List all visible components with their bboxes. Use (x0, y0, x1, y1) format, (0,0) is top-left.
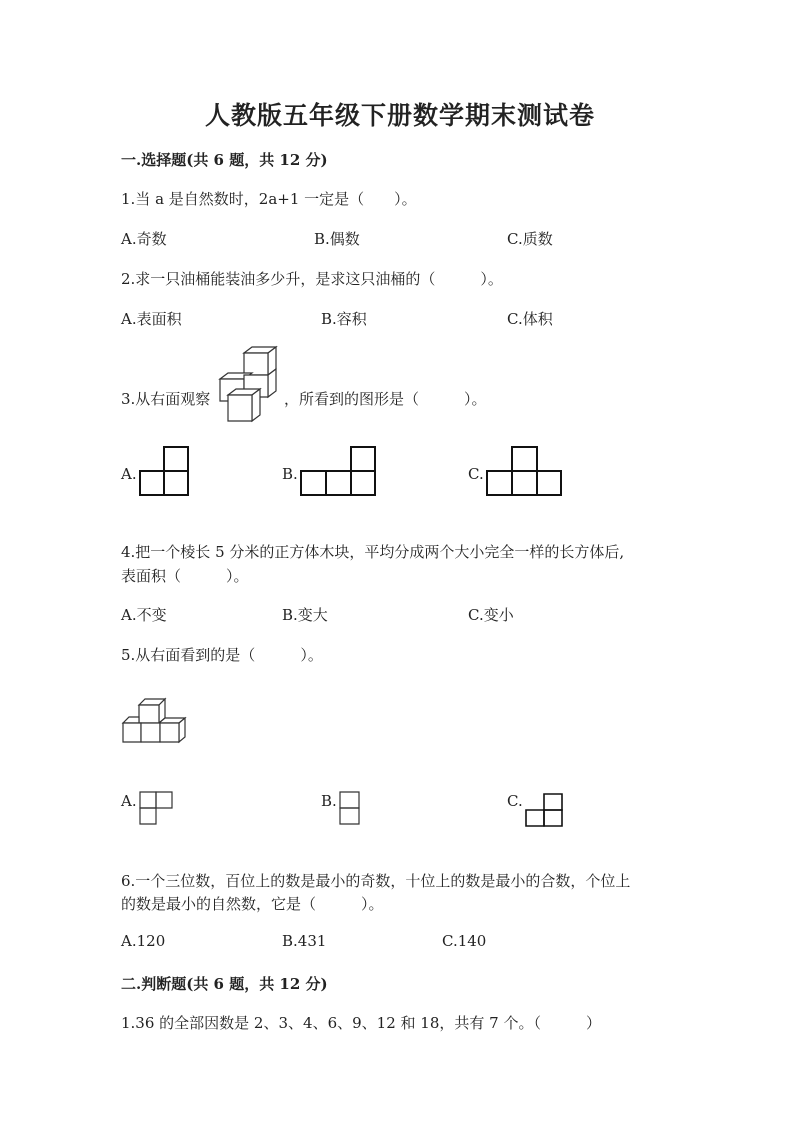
q3-option-c[interactable]: C. (468, 465, 484, 483)
question-3-prefix: 3.从右面观察 (121, 390, 211, 408)
section-heading-judgement: 二.判断题(共 6 题，共 12 分) (121, 975, 328, 993)
question-6-line-1: 6.一个三位数，百位上的数是最小的奇数，十位上的数是最小的合数，个位上 (121, 872, 631, 890)
q3-option-b-figure (300, 446, 378, 498)
q5-option-b-figure (339, 791, 361, 827)
q5-option-c[interactable]: C. (507, 792, 523, 810)
question-4-line-2: 表面积（ ）。 (121, 567, 249, 585)
question-4-line-1: 4.把一个棱长 5 分米的正方体木块，平均分成两个大小完全一样的长方体后, (121, 543, 625, 561)
q5-option-a[interactable]: A. (121, 792, 137, 810)
q4-option-b[interactable]: B.变大 (282, 606, 328, 624)
q3-option-b[interactable]: B. (282, 465, 298, 483)
q1-option-c[interactable]: C.质数 (507, 230, 553, 248)
question-1: 1.当 a 是自然数时，2a+1 一定是（ ）。 (121, 190, 417, 208)
cube-row-figure (121, 697, 189, 747)
q5-option-c-figure (525, 793, 565, 829)
q2-option-a[interactable]: A.表面积 (121, 310, 182, 328)
q5-option-a-figure (139, 791, 175, 827)
q5-option-b[interactable]: B. (321, 792, 337, 810)
cube-stack-figure (218, 345, 280, 425)
q6-option-a[interactable]: A.120 (121, 932, 166, 950)
judgement-question-1: 1.36 的全部因数是 2、3、4、6、9、12 和 18，共有 7 个。（ ） (121, 1014, 601, 1032)
q1-option-b[interactable]: B.偶数 (314, 230, 360, 248)
q4-option-c[interactable]: C.变小 (468, 606, 514, 624)
question-6-line-2: 的数是最小的自然数，它是（ ）。 (121, 895, 384, 913)
q2-option-b[interactable]: B.容积 (321, 310, 367, 328)
page-title: 人教版五年级下册数学期末测试卷 (204, 101, 595, 130)
q4-option-a[interactable]: A.不变 (121, 606, 167, 624)
question-3-suffix: ，所看到的图形是（ ）。 (284, 390, 487, 408)
question-2: 2.求一只油桶能装油多少升，是求这只油桶的（ ）。 (121, 270, 503, 288)
q3-option-a[interactable]: A. (121, 465, 137, 483)
q6-option-b[interactable]: B.431 (282, 932, 327, 950)
section-heading-choice: 一.选择题(共 6 题，共 12 分) (121, 151, 328, 169)
q3-option-a-figure (139, 446, 191, 498)
q2-option-c[interactable]: C.体积 (507, 310, 553, 328)
question-5: 5.从右面看到的是（ ）。 (121, 646, 323, 664)
q1-option-a[interactable]: A.奇数 (121, 230, 167, 248)
q3-option-c-figure (486, 446, 564, 498)
q6-option-c[interactable]: C.140 (442, 932, 487, 950)
